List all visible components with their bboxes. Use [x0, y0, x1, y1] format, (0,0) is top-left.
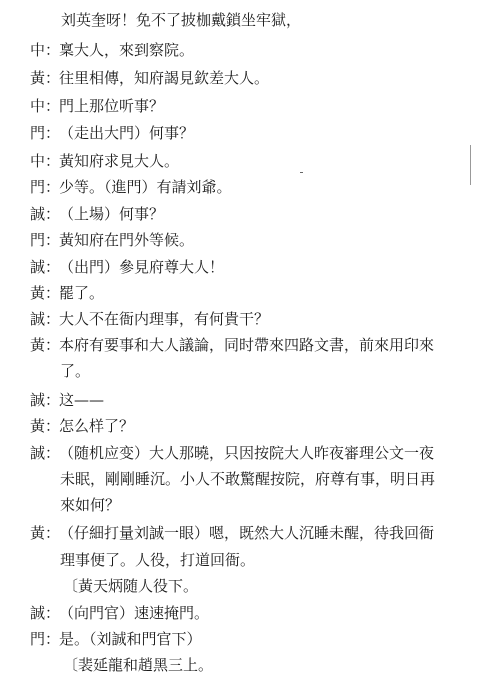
script-line [0, 94, 487, 118]
speaker-label: 中： [30, 152, 61, 170]
line-text: 〔裴延龍和趙黑三上。 [63, 656, 214, 674]
script-line [0, 38, 487, 62]
script-line [0, 255, 487, 279]
script-line [0, 281, 487, 305]
line-text: （向門官）速速掩門。 [59, 604, 210, 622]
line-text: 少等。（進門）有請刘爺。 [59, 178, 232, 196]
speaker-label: 門： [30, 124, 61, 142]
line-text: 理事便了。人役，打道回衙。 [60, 551, 256, 569]
speaker-label: 門： [30, 178, 61, 196]
scan-margin-mark [470, 145, 471, 185]
script-line [0, 601, 487, 625]
script-line [0, 333, 487, 357]
stage-direction [0, 653, 487, 677]
script-line [0, 388, 487, 412]
script-line [0, 521, 487, 545]
speaker-label: 誠： [30, 444, 61, 462]
line-text: （走出大門）何事？ [59, 124, 195, 142]
line-text: （仔細打量刘誠一眼）嗯，既然大人沉睡未醒，待我回衙 [59, 524, 435, 542]
speaker-label: 誠： [30, 310, 61, 328]
line-text: 怎么样了？ [59, 417, 135, 435]
line-text: 本府有要事和大人議論，同时帶來四路文書，前來用印來 [59, 336, 435, 354]
line-text: 刘英奎呀！免不了披枷戴鎖坐牢獄， [61, 11, 302, 29]
line-text: （上場）何事？ [59, 205, 165, 223]
speaker-label: 中： [30, 97, 61, 115]
speaker-label: 黃： [30, 417, 61, 435]
script-line [0, 359, 487, 383]
line-text: 門上那位听事？ [59, 97, 165, 115]
script-line [0, 467, 487, 491]
line-text: 〔黃天炳随人役下。 [63, 577, 199, 595]
line-text: 黃知府求見大人。 [59, 152, 180, 170]
speaker-label: 誠： [30, 205, 61, 223]
speaker-label: 門： [30, 231, 61, 249]
script-line [0, 121, 487, 145]
line-text: 來如何？ [60, 496, 121, 514]
script-line [0, 627, 487, 651]
script-line [0, 441, 487, 465]
line-text: 往里相傳，知府謁見欽差大人。 [59, 69, 270, 87]
line-text: （出門）參見府尊大人！ [59, 258, 225, 276]
scan-speck [300, 172, 303, 173]
speaker-label: 門： [30, 630, 61, 648]
speaker-label: 誠： [30, 604, 61, 622]
line-text: 是。（刘誠和門官下） [59, 630, 202, 648]
script-line [0, 493, 487, 517]
speaker-label: 黃： [30, 336, 61, 354]
line-text: 这—— [59, 391, 105, 409]
script-line [0, 202, 487, 226]
speaker-label: 誠： [30, 391, 61, 409]
line-text: 了。 [60, 362, 91, 380]
speaker-label: 黃： [30, 284, 61, 302]
speaker-label: 黃： [30, 69, 61, 87]
script-line [0, 66, 487, 90]
speaker-label: 黃： [30, 524, 61, 542]
script-line [0, 548, 487, 572]
line-text: 大人不在衙内理事，有何貴干？ [59, 310, 270, 328]
speaker-label: 中： [30, 41, 61, 59]
script-line [0, 8, 487, 32]
line-text: 未眠，剛剛睡沉。小人不敢驚醒按院，府尊有事，明日再 [60, 470, 436, 488]
speaker-label: 誠： [30, 258, 61, 276]
script-line [0, 175, 487, 199]
line-text: 稟大人，來到察院。 [59, 41, 195, 59]
line-text: 黃知府在門外等候。 [59, 231, 195, 249]
script-line [0, 414, 487, 438]
line-text: 罷了。 [59, 284, 105, 302]
script-line [0, 149, 487, 173]
line-text: （随机应变）大人那曉，只因按院大人昨夜審理公文一夜 [59, 444, 435, 462]
script-line [0, 307, 487, 331]
stage-direction [0, 574, 487, 598]
script-line [0, 228, 487, 252]
